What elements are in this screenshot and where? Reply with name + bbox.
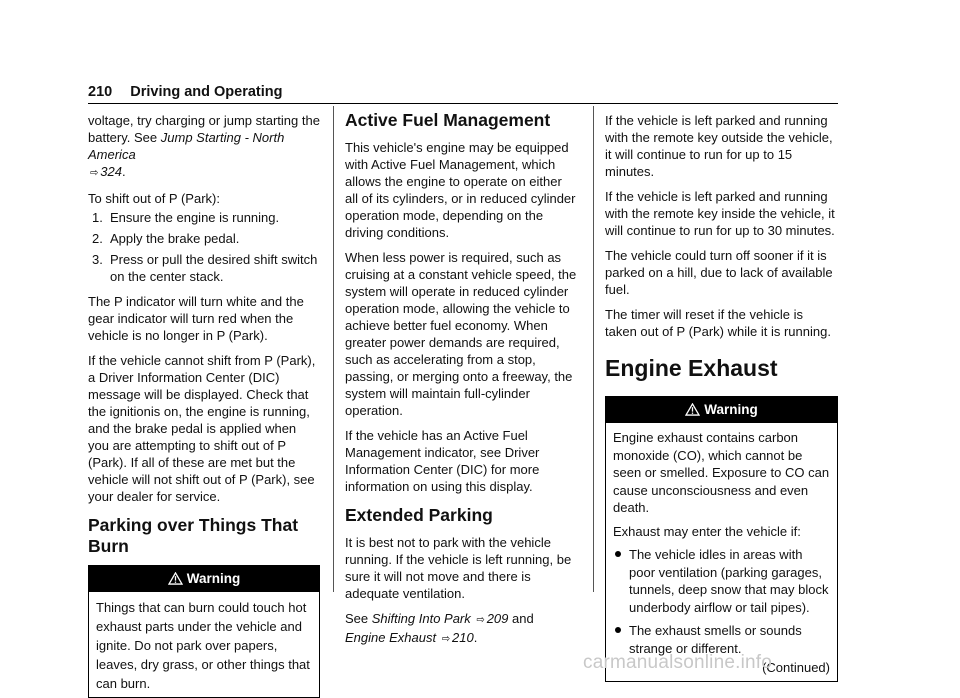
paragraph: The P indicator will turn white and the gear indicator will turn red when the vehicle is no longer in P (Park). (88, 294, 304, 343)
running-header (88, 84, 283, 100)
list-item: The vehicle idles in areas with poor ventilation (parking garages, tunnels, deep snow that may block underbody airflow or tail pipes). (613, 546, 830, 616)
paragraph: voltage, try charging or jump starting the battery. See Jump Starting - North America ⇨ 324. (88, 112, 320, 182)
column-divider-2 (593, 106, 594, 592)
column-1 (88, 112, 320, 698)
paragraph: The vehicle could turn off sooner if it is parked on a hill, due to lack of available fuel. (605, 248, 833, 297)
xref-jump-starting[interactable]: Jump Starting - North America (88, 130, 285, 162)
section-heading: Extended Parking (345, 505, 493, 525)
paragraph: This vehicle's engine may be equipped with Active Fuel Management, which allows the engine to operate on either all of its cylinders, or in reduced cylinder operation mode, depending on the driving conditions. (345, 140, 576, 240)
warning-body: Things that can burn could touch hot exhaust parts under the vehicle and ignite. Do not park over papers, leaves, dry grass, or other things that can burn. (96, 600, 310, 691)
paragraph: See Shifting Into Park ⇨ 209 and Engine Exhaust ⇨ 210. (345, 610, 578, 648)
list-item: The exhaust smells or sounds strange or different. (613, 622, 830, 657)
section-heading: Engine Exhaust (605, 355, 778, 381)
page-ref-arrow-icon: ⇨ (441, 633, 450, 645)
paragraph: If the vehicle has an Active Fuel Management indicator, see Driver Information Center (DIC) for more information on using this display. (345, 428, 540, 494)
warning-triangle-icon (168, 572, 183, 585)
paragraph: If the vehicle cannot shift from P (Park), a Driver Information Center (DIC) message will be displayed. Check that the ignitionis on, the engine is running, and the brake pedal is applied when you are attempting to shift out of P (Park). If all of these are met but the vehicle will not shift out of P (Park), see your dealer for service. (88, 353, 316, 504)
list-item: 2. Apply the brake pedal. (92, 231, 240, 246)
bullet-icon (615, 551, 621, 557)
warning-body: Engine exhaust contains carbon monoxide (CO), which cannot be seen or smelled. Exposure to CO can cause unconsciousness and even death. Exhaust may enter the vehicle if: The vehicle idles in areas with poor ventilation (parking garages, tunnels, deep snow that may block underbody airflow or tail pipes). The exhaust smells or sounds strange or different. (Continued) (613, 430, 830, 675)
list-item: 1. Ensure the engine is running. (92, 210, 280, 225)
paragraph: When less power is required, such as cruising at a constant vehicle speed, the system will operate in reduced cylinder operation mode, allowing the vehicle to achieve better fuel economy. When greater power demands are required, such as accelerating from a stop, passing, or merging onto a freeway, the system will maintain full-cylinder operation. (345, 250, 577, 418)
warning-triangle-icon (685, 403, 700, 416)
paragraph: If the vehicle is left parked and running with the remote key inside the vehicle, it will continue to run for up to 30 minutes. (605, 189, 835, 238)
xref-page[interactable]: 210 (452, 630, 474, 645)
page-number: 210 (88, 84, 113, 100)
xref-shifting-into-park[interactable]: Shifting Into Park (371, 611, 471, 626)
xref-page[interactable]: 324 (100, 164, 122, 179)
section-heading: Parking over Things That Burn (88, 515, 299, 556)
warning-box (605, 396, 838, 682)
section-heading: Active Fuel Management (345, 110, 551, 130)
list-item: 3. Press or pull the desired shift switch on the center stack. (92, 252, 318, 284)
section-title: Driving and Operating (130, 84, 283, 100)
column-3 (605, 112, 838, 682)
paragraph: If the vehicle is left parked and running with the remote key outside the vehicle, it will continue to run for up to 15 minutes. (605, 113, 833, 179)
page-ref-arrow-icon: ⇨ (90, 167, 99, 179)
page-ref-arrow-icon: ⇨ (476, 614, 485, 626)
xref-engine-exhaust[interactable]: Engine Exhaust (345, 630, 437, 645)
continued-label: (Continued) (762, 660, 830, 675)
header-rule (88, 103, 838, 104)
bullet-list (613, 546, 830, 657)
column-divider-1 (333, 106, 334, 592)
steps-list (88, 209, 320, 285)
paragraph: The timer will reset if the vehicle is taken out of P (Park) while it is running. (605, 307, 831, 339)
warning-header: Warning (606, 397, 837, 423)
paragraph: To shift out of P (Park): (88, 191, 220, 206)
paragraph: It is best not to park with the vehicle running. If the vehicle is left running, be sure it will not move and there is adequate ventilation. (345, 535, 572, 601)
xref-page[interactable]: 209 (486, 611, 509, 626)
column-2 (345, 108, 578, 656)
warning-box (88, 565, 320, 698)
watermark: carmanualsonline.info (583, 652, 773, 673)
warning-header: Warning (89, 566, 319, 592)
bullet-icon (615, 627, 621, 633)
